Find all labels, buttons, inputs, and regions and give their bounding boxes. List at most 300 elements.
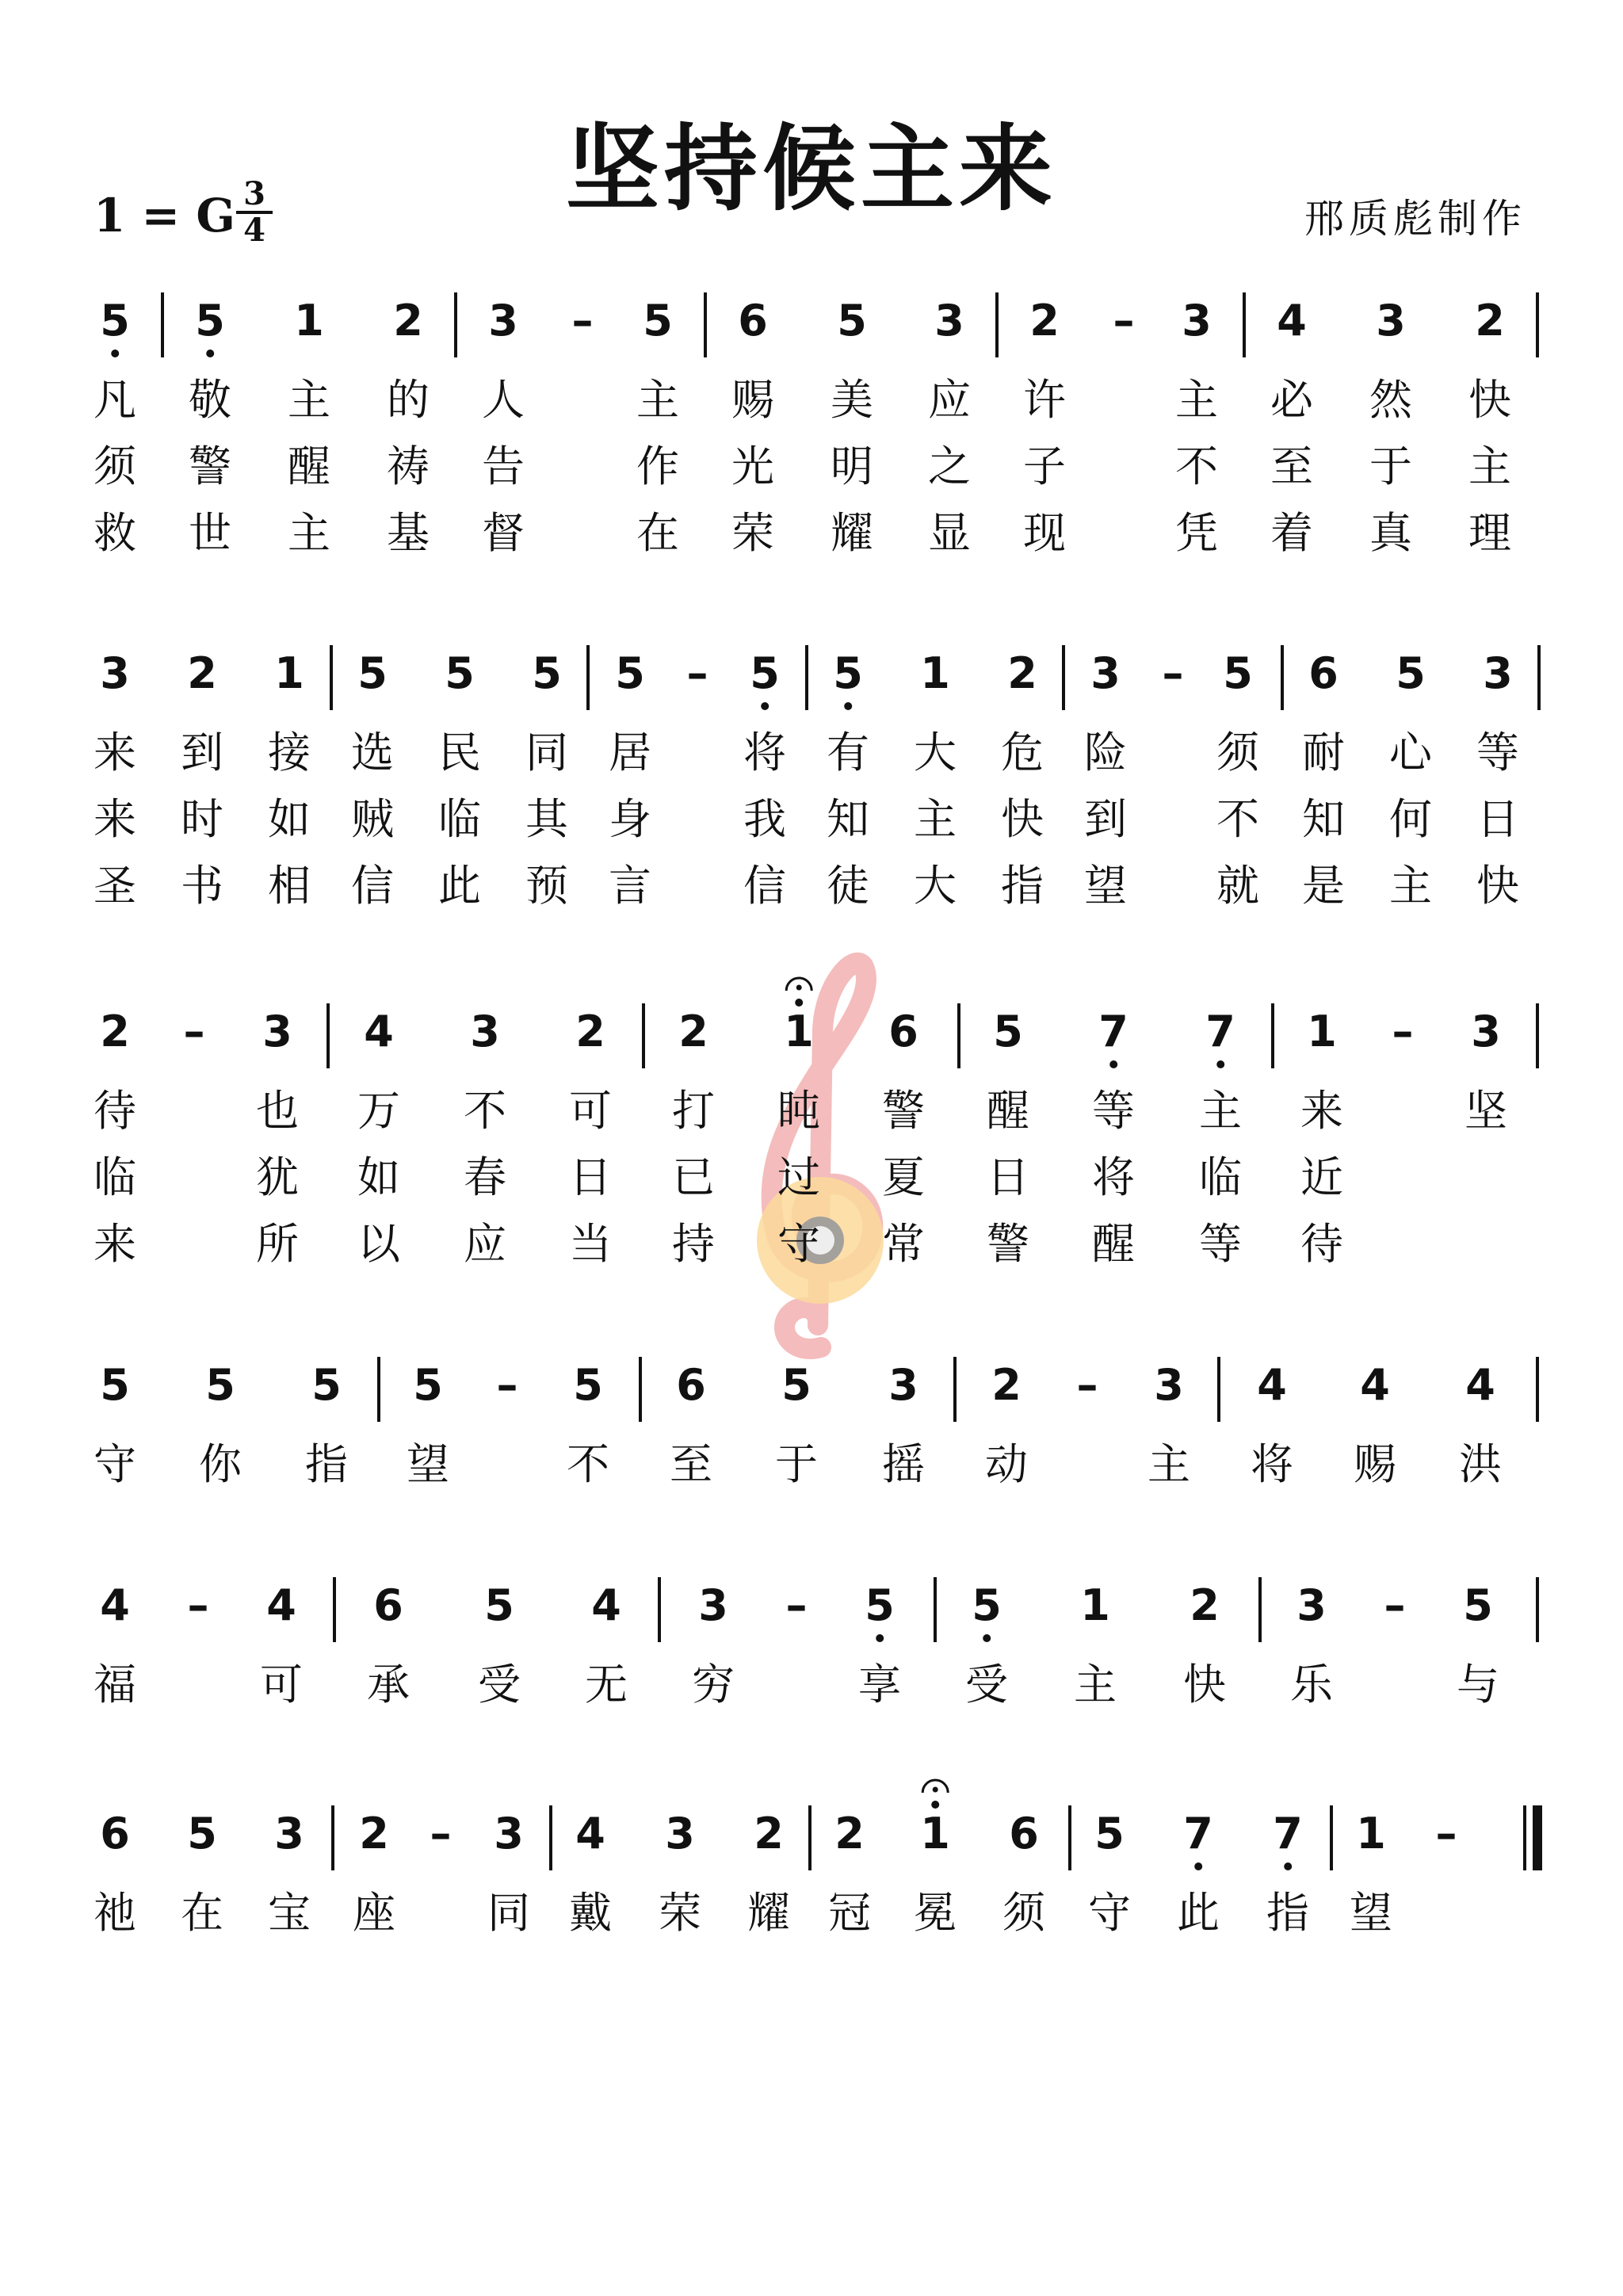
time-signature-top: 3 [243,175,265,212]
note-digit: – [187,1580,209,1630]
lyric-char: 凭 [1175,508,1218,558]
jianpu-note [1029,297,1060,345]
lyric-char: 祂 [94,1888,136,1938]
lyric-char: 守 [94,1439,136,1489]
note-digit: 5 [833,648,863,698]
lyric-char: 不 [464,1086,506,1136]
note-digit: 4 [364,1007,394,1056]
jianpu-note [470,1008,500,1056]
jianpu-note [195,297,225,345]
note-digit: 5 [750,648,780,698]
lyric-char: 时 [181,794,223,844]
lyric-char: 主 [1148,1439,1190,1489]
note-digit: 5 [1463,1580,1493,1630]
note-digit: 3 [1296,1580,1327,1630]
note-digit: 5 [100,1360,130,1410]
note-digit: 1 [1307,1007,1337,1056]
jianpu-note [643,297,673,345]
lyric-char: 待 [94,1086,136,1136]
jianpu-note [1190,1582,1220,1629]
note-digit: 5 [195,296,225,346]
note-digit: 5 [573,1360,603,1410]
note-digit: 3 [488,296,518,346]
lyric-line [0,1661,1623,1712]
lyric-char: 显 [928,508,971,558]
lower-octave-dot [844,702,852,710]
note-digit: – [785,1580,808,1630]
note-digit: 1 [1080,1580,1110,1630]
note-digit: – [183,1007,205,1056]
jianpu-note [364,1008,394,1056]
lyric-char: 主 [914,794,957,844]
lyric-char: 于 [775,1439,818,1489]
lyric-char: 指 [1266,1888,1309,1938]
lyric-char: 日 [569,1152,612,1202]
bar-line [454,292,457,357]
lyric-char: 警 [189,441,231,491]
lower-octave-dot [1216,1060,1224,1068]
lyric-char: 然 [1369,375,1412,425]
lower-octave-dot [111,350,119,357]
lyric-char: 守 [1088,1888,1131,1938]
lyric-char: 与 [1457,1660,1499,1710]
lyric-char: 书 [181,861,223,911]
note-digit: – [1392,1007,1414,1056]
jianpu-note [1465,1362,1495,1409]
lyric-char: 所 [256,1219,299,1269]
lyric-char: 督 [482,508,525,558]
jianpu-note [1007,650,1037,697]
lyric-char: 不 [1175,441,1218,491]
jianpu-note [837,297,867,345]
note-digit: 6 [888,1007,918,1056]
sustain-dash [786,1582,808,1629]
note-digit: 6 [100,1809,130,1859]
jianpu-note [1356,1810,1386,1858]
sustain-dash [1163,650,1184,697]
bar-line [586,645,590,710]
bar-line [957,1003,960,1068]
note-digit: 3 [1471,1007,1501,1056]
note-digit: 5 [205,1360,235,1410]
lyric-char: 主 [1074,1660,1117,1710]
notation-row [0,297,1623,353]
lyric-line [0,376,1623,427]
final-bar-thin [1523,1805,1526,1870]
lower-octave-dot [876,1634,884,1642]
jianpu-note [1183,1810,1213,1858]
jianpu-note [1308,650,1338,697]
sustain-dash [188,1582,209,1629]
note-digit: 3 [1090,648,1121,698]
note-digit: 2 [1475,296,1505,346]
lyric-char: 春 [464,1152,506,1202]
note-digit: 3 [274,1809,304,1859]
jianpu-note [1475,297,1505,345]
lyric-char: 主 [1199,1086,1242,1136]
lyric-char: 醒 [1092,1219,1135,1269]
lyric-char: 大 [914,728,957,777]
lyric-char: 受 [478,1660,521,1710]
note-digit: 2 [1190,1580,1220,1630]
final-bar-thick [1533,1805,1542,1870]
note-digit: 5 [1223,648,1253,698]
jianpu-note [488,297,518,345]
lyric-char: 动 [985,1439,1028,1489]
lower-octave-dot [1194,1862,1202,1870]
note-digit: 7 [1273,1809,1303,1859]
note-digit: 2 [1007,648,1037,698]
bar-line [331,1805,334,1870]
lyric-char: 凡 [94,375,136,425]
jianpu-note [357,650,388,697]
sustain-dash [1392,1008,1414,1056]
lyric-char: 言 [609,861,651,911]
lyric-char: 已 [672,1152,715,1202]
sustain-dash [184,1008,205,1056]
note-digit: 5 [357,648,388,698]
lyric-char: 理 [1468,508,1511,558]
note-digit: 1 [784,1007,814,1056]
lyric-char: 的 [387,375,430,425]
note-digit: 3 [934,296,964,346]
lyric-char: 打 [672,1086,715,1136]
lyric-char: 现 [1023,508,1066,558]
note-digit: 4 [1465,1360,1495,1410]
lyric-char: 如 [268,794,311,844]
key-signature: 1 = G [94,189,235,243]
lyric-char: 接 [268,728,311,777]
lyric-char: 应 [464,1219,506,1269]
jianpu-note [100,1008,130,1056]
note-digit: 5 [865,1580,895,1630]
note-digit: 5 [615,648,645,698]
lyric-char: 主 [1175,375,1218,425]
lyric-char: 其 [525,794,568,844]
lyric-char: 来 [1300,1086,1343,1136]
lyric-char: 醒 [288,441,330,491]
lyric-char: 光 [731,441,774,491]
bar-line [1537,645,1541,710]
lyric-char: 险 [1084,728,1127,777]
lyric-char: 快 [1001,794,1044,844]
lyric-char: 告 [482,441,525,491]
note-digit: 5 [1094,1809,1125,1859]
lyric-char: 乐 [1290,1660,1333,1710]
bar-line [808,1805,812,1870]
author-credit: 邢质彪制作 [1304,196,1526,242]
jianpu-note [1307,1008,1337,1056]
lyric-char: 人 [482,375,525,425]
lyric-char: 主 [636,375,679,425]
jianpu-note [678,1008,708,1056]
note-digit: 3 [1154,1360,1184,1410]
lyric-char: 将 [1251,1439,1293,1489]
note-digit: – [1162,648,1184,698]
note-digit: 1 [920,1809,950,1859]
jianpu-note [1376,297,1406,345]
lyric-char: 应 [928,375,971,425]
lyric-char: 不 [567,1439,609,1489]
lyric-line [0,1154,1623,1205]
lyric-char: 祷 [387,441,430,491]
bar-line [639,1357,642,1422]
jianpu-note [991,1362,1022,1409]
lyric-char: 日 [1476,794,1519,844]
song-title: 坚持候主来 [565,114,1057,223]
note-digit: 6 [373,1580,403,1630]
note-digit: – [496,1360,518,1410]
lyric-char: 救 [94,508,136,558]
jianpu-note [1205,1008,1235,1056]
lyric-char: 等 [1476,728,1519,777]
bar-line [1281,645,1284,710]
bar-line [995,292,999,357]
bar-line [161,292,164,357]
lyric-char: 须 [94,441,136,491]
upper-octave-dot [931,1801,939,1809]
bar-line [704,292,707,357]
jianpu-note [1223,650,1253,697]
lyric-char: 快 [1468,375,1511,425]
bar-line [1271,1003,1274,1068]
lyric-char: 等 [1092,1086,1135,1136]
lyric-char: 万 [357,1086,400,1136]
jianpu-note [575,1810,605,1858]
jianpu-note [294,297,324,345]
lyric-char: 信 [351,861,394,911]
jianpu-note [834,1810,865,1858]
lyric-line [0,1889,1623,1940]
note-digit: 3 [698,1580,728,1630]
bar-line [1217,1357,1220,1422]
lyric-line [0,1087,1623,1138]
note-digit: 1 [920,648,950,698]
lyric-char: 来 [94,728,136,777]
note-digit: 5 [1396,648,1426,698]
bar-line [1258,1577,1262,1642]
note-digit: 4 [1277,296,1307,346]
upper-octave-dot [795,999,803,1007]
jianpu-note [781,1362,812,1409]
sustain-dash [687,650,708,697]
notation-row [0,1008,1623,1064]
lyric-line [0,1441,1623,1492]
note-digit: 5 [484,1580,514,1630]
lyric-char: 你 [199,1439,242,1489]
lyric-char: 冕 [914,1888,957,1938]
lyric-char: 赐 [1354,1439,1396,1489]
lyric-char: 到 [181,728,223,777]
jianpu-note [750,650,780,697]
note-digit: 7 [1098,1007,1128,1056]
lyric-char: 信 [743,861,786,911]
note-digit: 6 [1308,648,1338,698]
lyric-char: 快 [1183,1660,1226,1710]
fermata-icon [919,1775,951,1794]
jianpu-note [784,1008,814,1056]
jianpu-note [698,1582,728,1629]
jianpu-note [100,1582,130,1629]
jianpu-note [205,1362,235,1409]
lyric-char: 何 [1389,794,1432,844]
lower-octave-dot [1284,1862,1292,1870]
bar-line [377,1357,380,1422]
lyric-char: 圣 [94,861,136,911]
note-digit: 4 [266,1580,296,1630]
sustain-dash [1436,1810,1457,1858]
lyric-char: 临 [438,794,481,844]
lyric-char: 子 [1023,441,1066,491]
lyric-char: 日 [987,1152,1029,1202]
lyric-char: 就 [1216,861,1259,911]
jianpu-note [1094,1810,1125,1858]
note-digit: 3 [100,648,130,698]
bar-line [1536,1357,1539,1422]
note-digit: 2 [678,1007,708,1056]
lyric-char: 居 [609,728,651,777]
jianpu-note [100,1810,130,1858]
note-digit: 5 [532,648,562,698]
lyric-char: 待 [1300,1219,1343,1269]
lyric-char: 警 [987,1219,1029,1269]
lyric-char: 徒 [827,861,869,911]
sustain-dash [572,297,594,345]
note-digit: 6 [1009,1809,1039,1859]
bar-line [549,1805,552,1870]
bar-line [327,1003,330,1068]
lyric-char: 耀 [831,508,873,558]
lyric-char: 以 [357,1219,400,1269]
note-digit: – [686,648,708,698]
jianpu-note [738,297,768,345]
note-digit: 5 [311,1360,342,1410]
lyric-char: 守 [777,1219,820,1269]
lower-octave-dot [983,1634,991,1642]
jianpu-note [1098,1008,1128,1056]
lyric-char: 在 [636,508,679,558]
jianpu-note [1463,1582,1493,1629]
bar-line [934,1577,937,1642]
bar-line [1536,1577,1539,1642]
lyric-char: 来 [94,1219,136,1269]
note-digit: 4 [100,1580,130,1630]
lyric-char: 夏 [882,1152,925,1202]
jianpu-note [484,1582,514,1629]
note-digit: 6 [738,296,768,346]
note-digit: 5 [837,296,867,346]
lyric-char: 如 [357,1152,400,1202]
lower-octave-dot [761,702,769,710]
note-digit: 3 [1483,648,1513,698]
lyric-char: 醒 [987,1086,1029,1136]
jianpu-note [591,1582,621,1629]
note-digit: 5 [100,296,130,346]
notation-row [0,1810,1623,1866]
jianpu-note [1182,297,1212,345]
lower-octave-dot [1109,1060,1117,1068]
note-digit: 3 [1376,296,1406,346]
jianpu-note [888,1008,918,1056]
note-digit: – [1435,1809,1457,1859]
lyric-char: 在 [181,1888,223,1938]
bar-line [805,645,808,710]
lyric-char: 过 [777,1152,820,1202]
lyric-char: 可 [260,1660,303,1710]
lyric-line [0,443,1623,494]
lyric-char: 不 [1216,794,1259,844]
lyric-char: 快 [1476,861,1519,911]
jianpu-note [1257,1362,1287,1409]
lyric-char: 预 [525,861,568,911]
jianpu-note [1471,1008,1501,1056]
lyric-char: 望 [1084,861,1127,911]
lyric-char: 知 [1302,794,1345,844]
note-digit: – [1113,296,1135,346]
lyric-char: 是 [1302,861,1345,911]
jianpu-note [573,1362,603,1409]
lyric-char: 临 [1199,1152,1242,1202]
lyric-char: 临 [94,1152,136,1202]
lyric-char: 当 [569,1219,612,1269]
jianpu-note [888,1362,918,1409]
jianpu-note [1154,1362,1184,1409]
lyric-char: 指 [305,1439,348,1489]
lyric-char: 宝 [268,1888,311,1938]
lyric-char: 福 [94,1660,136,1710]
lyric-char: 承 [367,1660,410,1710]
note-digit: 2 [393,296,423,346]
lyric-char: 来 [94,794,136,844]
lyric-char: 洪 [1459,1439,1502,1489]
lower-octave-dot [206,350,214,357]
lyric-char: 至 [1270,441,1313,491]
note-digit: 3 [494,1809,524,1859]
lyric-char: 指 [1001,861,1044,911]
jianpu-note [972,1582,1002,1629]
note-digit: 7 [1183,1809,1213,1859]
lyric-char: 荣 [731,508,774,558]
lyric-char: 主 [1468,441,1511,491]
jianpu-note [445,650,475,697]
fermata-icon [783,973,815,992]
lyric-char: 至 [670,1439,712,1489]
lyric-char: 着 [1270,508,1313,558]
bar-line [658,1577,661,1642]
lyric-line [0,862,1623,913]
lyric-char: 受 [965,1660,1008,1710]
jianpu-note [100,1362,130,1409]
jianpu-note [934,297,964,345]
bar-line [953,1357,957,1422]
lyric-char: 坚 [1465,1086,1507,1136]
time-signature-bottom: 4 [243,212,265,249]
bar-line [333,1577,336,1642]
lyric-char: 真 [1369,508,1412,558]
jianpu-note [676,1362,706,1409]
jianpu-note [1277,297,1307,345]
lyric-char: 之 [928,441,971,491]
lyric-char: 摇 [882,1439,925,1489]
lyric-char: 相 [268,861,311,911]
bar-line [1062,645,1065,710]
lyric-char: 危 [1001,728,1044,777]
jianpu-note [1080,1582,1110,1629]
lyric-line [0,510,1623,560]
lyric-char: 身 [609,794,651,844]
note-digit: 2 [100,1007,130,1056]
jianpu-note [532,650,562,697]
